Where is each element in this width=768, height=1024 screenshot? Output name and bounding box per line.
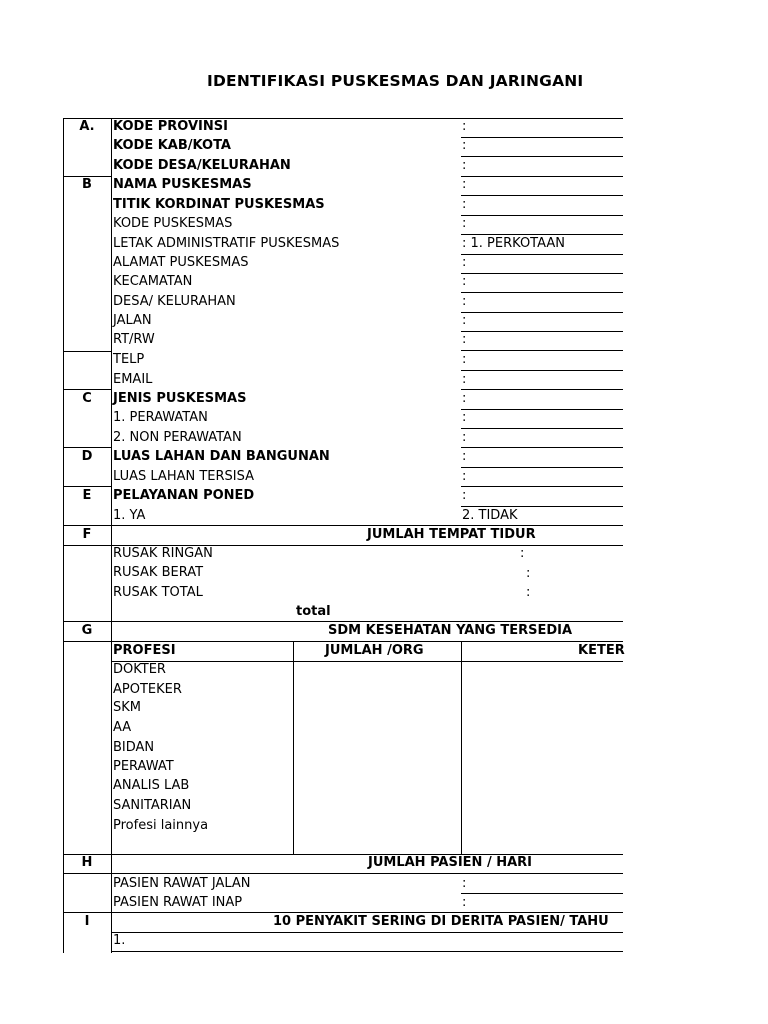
total-label: total bbox=[296, 604, 331, 619]
section-letter-g: G bbox=[81, 623, 93, 638]
field-value-kode-kab-kota[interactable]: : bbox=[462, 138, 467, 153]
field-label-telp: TELP bbox=[113, 352, 145, 367]
field-underline bbox=[461, 506, 623, 507]
section-divider bbox=[63, 525, 623, 526]
field-label-jenis-puskesmas: JENIS PUSKESMAS bbox=[113, 391, 247, 406]
field-value-nama-puskesmas[interactable]: : bbox=[462, 177, 467, 192]
option-tidak[interactable]: 2. TIDAK bbox=[462, 508, 518, 523]
profession-aa: AA bbox=[113, 720, 132, 735]
field-value-titik-kordinat[interactable]: : bbox=[462, 197, 467, 212]
field-underline bbox=[111, 951, 623, 952]
field-underline bbox=[461, 195, 623, 196]
profession-dokter: DOKTER bbox=[113, 662, 166, 677]
section-g-header: SDM KESEHATAN YANG TERSEDIA bbox=[328, 623, 573, 638]
field-underline bbox=[461, 273, 623, 274]
field-label-kode-puskesmas: KODE PUSKESMAS bbox=[113, 216, 233, 231]
section-letter-a: A. bbox=[79, 119, 95, 134]
section-divider bbox=[63, 389, 111, 390]
column-header-keterangan: KETER bbox=[578, 643, 625, 658]
field-underline bbox=[461, 215, 623, 216]
option-ya[interactable]: 1. YA bbox=[113, 508, 146, 523]
section-divider bbox=[63, 486, 111, 487]
field-underline bbox=[461, 350, 623, 351]
field-value-luas-lahan[interactable]: : bbox=[462, 449, 467, 464]
field-underline bbox=[461, 467, 623, 468]
field-label-rawat-jalan: PASIEN RAWAT JALAN bbox=[113, 876, 251, 891]
field-value-rusak-berat[interactable]: : bbox=[526, 566, 531, 581]
field-label-kode-provinsi: KODE PROVINSI bbox=[113, 119, 228, 134]
field-underline bbox=[461, 137, 623, 138]
disease-item-1[interactable]: 1. bbox=[113, 933, 126, 948]
letter-column-right-border bbox=[111, 118, 112, 953]
field-value-non-perawatan[interactable]: : bbox=[462, 430, 467, 445]
field-underline bbox=[461, 409, 623, 410]
field-label-rusak-ringan: RUSAK RINGAN bbox=[113, 546, 213, 561]
field-value-kecamatan[interactable]: : bbox=[462, 274, 467, 289]
field-underline bbox=[461, 370, 623, 371]
column-header-jumlah: JUMLAH /ORG bbox=[325, 643, 424, 658]
field-underline bbox=[461, 447, 623, 448]
field-value-jalan[interactable]: : bbox=[462, 313, 467, 328]
form-title: IDENTIFIKASI PUSKESMAS DAN JARINGANI bbox=[207, 72, 584, 90]
section-divider bbox=[63, 447, 111, 448]
profession-lainnya: Profesi lainnya bbox=[113, 818, 209, 833]
field-value-perawatan[interactable]: : bbox=[462, 410, 467, 425]
section-letter-h: H bbox=[81, 855, 93, 870]
section-f-header: JUMLAH TEMPAT TIDUR bbox=[367, 527, 536, 542]
section-letter-d: D bbox=[81, 449, 93, 464]
field-label-rusak-total: RUSAK TOTAL bbox=[113, 585, 203, 600]
section-divider bbox=[63, 351, 111, 352]
section-letter-i: I bbox=[84, 914, 90, 929]
field-value-kode-puskesmas[interactable]: : bbox=[462, 216, 467, 231]
field-label-titik-kordinat: TITIK KORDINAT PUSKESMAS bbox=[113, 197, 325, 212]
field-label-kode-kab-kota: KODE KAB/KOTA bbox=[113, 138, 231, 153]
profession-bidan: BIDAN bbox=[113, 740, 155, 755]
field-underline bbox=[461, 254, 623, 255]
section-h-header: JUMLAH PASIEN / HARI bbox=[368, 855, 533, 870]
field-value-rusak-total[interactable]: : bbox=[526, 585, 531, 600]
field-value-jenis-puskesmas[interactable]: : bbox=[462, 391, 467, 406]
section-divider bbox=[63, 912, 623, 913]
field-label-letak-administratif: LETAK ADMINISTRATIF PUSKESMAS bbox=[113, 236, 340, 251]
field-underline bbox=[461, 389, 623, 390]
field-underline bbox=[461, 176, 623, 177]
field-label-kecamatan: KECAMATAN bbox=[113, 274, 193, 289]
section-divider bbox=[63, 641, 623, 642]
section-letter-c: C bbox=[82, 391, 92, 406]
section-divider bbox=[63, 873, 623, 874]
section-letter-f: F bbox=[82, 527, 92, 542]
profession-perawat: PERAWAT bbox=[113, 759, 174, 774]
field-label-desa-kelurahan: DESA/ KELURAHAN bbox=[113, 294, 236, 309]
section-divider bbox=[63, 854, 623, 855]
field-label-nama-puskesmas: NAMA PUSKESMAS bbox=[113, 177, 252, 192]
field-underline bbox=[461, 292, 623, 293]
field-label-alamat: ALAMAT PUSKESMAS bbox=[113, 255, 249, 270]
field-value-telp[interactable]: : bbox=[462, 352, 467, 367]
field-label-email: EMAIL bbox=[113, 372, 153, 387]
field-value-rawat-jalan[interactable]: : bbox=[462, 876, 467, 891]
field-value-kode-desa[interactable]: : bbox=[462, 158, 467, 173]
field-label-luas-lahan-tersisa: LUAS LAHAN TERSISA bbox=[113, 469, 255, 484]
field-value-rt-rw[interactable]: : bbox=[462, 332, 467, 347]
field-underline bbox=[461, 331, 623, 332]
field-underline bbox=[461, 312, 623, 313]
field-label-luas-lahan: LUAS LAHAN DAN BANGUNAN bbox=[113, 449, 330, 464]
field-value-alamat[interactable]: : bbox=[462, 255, 467, 270]
field-label-pelayanan-poned: PELAYANAN PONED bbox=[113, 488, 255, 503]
field-value-kode-provinsi[interactable]: : bbox=[462, 119, 467, 134]
header-underline bbox=[111, 661, 623, 662]
section-i-header: 10 PENYAKIT SERING DI DERITA PASIEN/ TAHU bbox=[273, 914, 609, 929]
field-label-non-perawatan: 2. NON PERAWATAN bbox=[113, 430, 242, 445]
section-letter-b: B bbox=[82, 177, 92, 192]
profession-analis-lab: ANALIS LAB bbox=[113, 778, 190, 793]
field-value-email[interactable]: : bbox=[462, 372, 467, 387]
section-divider bbox=[63, 621, 623, 622]
field-value-letak-administratif[interactable]: : 1. PERKOTAAN bbox=[462, 236, 565, 251]
section-letter-e: E bbox=[82, 488, 92, 503]
field-underline bbox=[461, 156, 623, 157]
field-label-perawatan: 1. PERAWATAN bbox=[113, 410, 208, 425]
column-divider bbox=[461, 641, 462, 854]
section-divider bbox=[111, 932, 623, 933]
field-value-desa-kelurahan[interactable]: : bbox=[462, 294, 467, 309]
profession-apoteker: APOTEKER bbox=[113, 682, 182, 697]
column-divider bbox=[293, 641, 294, 854]
field-label-jalan: JALAN bbox=[113, 313, 152, 328]
column-header-profesi: PROFESI bbox=[113, 643, 176, 658]
field-value-luas-lahan-tersisa[interactable]: : bbox=[462, 469, 467, 484]
profession-skm: SKM bbox=[113, 700, 141, 715]
profession-sanitarian: SANITARIAN bbox=[113, 798, 192, 813]
field-label-kode-desa: KODE DESA/KELURAHAN bbox=[113, 158, 291, 173]
field-label-rawat-inap: PASIEN RAWAT INAP bbox=[113, 895, 243, 910]
field-underline bbox=[461, 893, 623, 894]
field-label-rt-rw: RT/RW bbox=[113, 332, 155, 347]
field-value-rusak-ringan[interactable]: : bbox=[520, 546, 525, 561]
field-underline bbox=[461, 486, 623, 487]
field-value-rawat-inap[interactable]: : bbox=[462, 895, 467, 910]
field-underline bbox=[461, 428, 623, 429]
field-underline bbox=[461, 234, 623, 235]
field-value-pelayanan-poned[interactable]: : bbox=[462, 488, 467, 503]
field-label-rusak-berat: RUSAK BERAT bbox=[113, 565, 204, 580]
